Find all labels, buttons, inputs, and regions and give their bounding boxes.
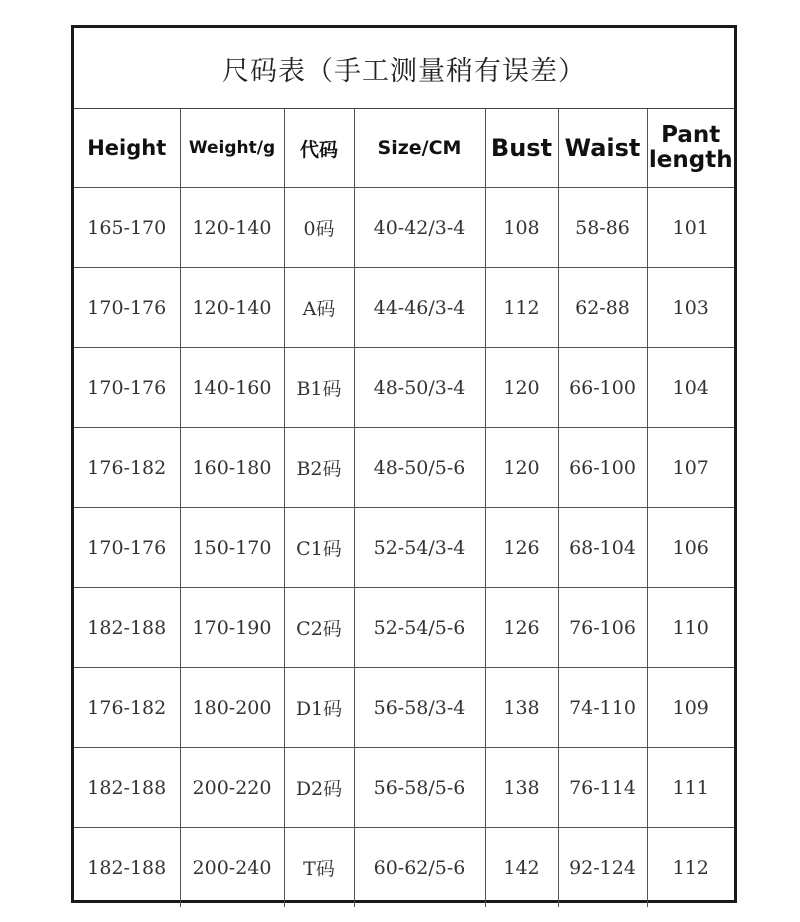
table-row <box>74 588 734 668</box>
cell-pant-length: 104 <box>647 348 734 428</box>
cell-code: D1码 <box>284 668 354 748</box>
header-bust: Bust <box>485 109 558 188</box>
table-row <box>74 508 734 588</box>
cell-code: 0码 <box>284 188 354 268</box>
table-row <box>74 348 734 428</box>
cell-size: 52-54/5-6 <box>354 588 485 668</box>
cell-weight: 150-170 <box>180 508 284 588</box>
cell-size: 56-58/3-4 <box>354 668 485 748</box>
cell-code: C1码 <box>284 508 354 588</box>
cell-weight: 140-160 <box>180 348 284 428</box>
cell-code: C2码 <box>284 588 354 668</box>
cell-code: A码 <box>284 268 354 348</box>
cell-waist: 58-86 <box>558 188 647 268</box>
size-chart <box>71 25 737 903</box>
table-row <box>74 268 734 348</box>
cell-weight: 200-220 <box>180 748 284 828</box>
cell-pant-length: 106 <box>647 508 734 588</box>
cell-weight: 120-140 <box>180 268 284 348</box>
cell-size: 56-58/5-6 <box>354 748 485 828</box>
cell-pant-length: 112 <box>672 856 709 879</box>
cell-weight: 170-190 <box>180 588 284 668</box>
header-pant-line1: Pant <box>661 122 721 148</box>
cell-pant-length: 103 <box>647 268 734 348</box>
cell-height: 170-176 <box>74 268 180 348</box>
cell-waist: 62-88 <box>558 268 647 348</box>
cell-bust: 126 <box>485 508 558 588</box>
cell-waist: 74-110 <box>558 668 647 748</box>
table-row <box>74 748 734 828</box>
header-pant-length <box>647 109 734 188</box>
cell-pant-length: 109 <box>647 668 734 748</box>
header-pant-line2: length <box>648 147 733 173</box>
cell-waist: 68-104 <box>558 508 647 588</box>
cell-bust: 120 <box>485 428 558 508</box>
cell-height: 176-182 <box>74 668 180 748</box>
cell-size: 52-54/3-4 <box>354 508 485 588</box>
cell-height: 170-176 <box>74 508 180 588</box>
cell-pant-length: 111 <box>647 748 734 828</box>
cell-weight: 180-200 <box>180 668 284 748</box>
header-weight: Weight/g <box>180 109 284 188</box>
cell-size: 60-62/5-6 <box>354 828 485 908</box>
cell-bust: 120 <box>485 348 558 428</box>
cell-bust: 138 <box>485 748 558 828</box>
cell-height: 176-182 <box>74 428 180 508</box>
table-row <box>74 428 734 508</box>
cell-weight: 200-240 <box>180 828 284 908</box>
cell-bust: 108 <box>485 188 558 268</box>
header-row <box>74 109 734 188</box>
header-size: Size/CM <box>354 109 485 188</box>
cell-weight: 160-180 <box>180 428 284 508</box>
cell-code: D2码 <box>284 748 354 828</box>
cell-weight: 120-140 <box>180 188 284 268</box>
header-code: 代码 <box>284 109 354 188</box>
cell-height: 170-176 <box>74 348 180 428</box>
cell-pant-length: 107 <box>647 428 734 508</box>
cell-size: 48-50/5-6 <box>354 428 485 508</box>
cell-height: 165-170 <box>74 188 180 268</box>
size-table <box>74 109 734 907</box>
cell-size: 48-50/3-4 <box>354 348 485 428</box>
cell-bust: 112 <box>485 268 558 348</box>
cell-waist: 92-124 <box>558 828 647 908</box>
cell-size: 44-46/3-4 <box>354 268 485 348</box>
cell-height: 182-188 <box>74 828 180 908</box>
cell-code: B1码 <box>284 348 354 428</box>
header-height: Height <box>74 109 180 188</box>
cell-pant-length: 110 <box>647 588 734 668</box>
table-row <box>74 188 734 268</box>
cell-size: 40-42/3-4 <box>354 188 485 268</box>
cell-bust: 126 <box>485 588 558 668</box>
cell-height: 182-188 <box>74 588 180 668</box>
header-waist: Waist <box>558 109 647 188</box>
cell-waist: 66-100 <box>558 428 647 508</box>
size-chart-title: 尺码表（手工测量稍有误差） <box>74 28 734 109</box>
cell-height: 182-188 <box>74 748 180 828</box>
cell-waist: 66-100 <box>558 348 647 428</box>
cell-waist: 76-114 <box>558 748 647 828</box>
table-row <box>74 668 734 748</box>
cell-code: T码 <box>284 828 354 908</box>
cell-bust: 142 <box>485 828 558 908</box>
cell-waist: 76-106 <box>558 588 647 668</box>
cell-code: B2码 <box>284 428 354 508</box>
cell-pant-length: 101 <box>647 188 734 268</box>
table-row <box>74 828 734 908</box>
cell-bust: 138 <box>485 668 558 748</box>
